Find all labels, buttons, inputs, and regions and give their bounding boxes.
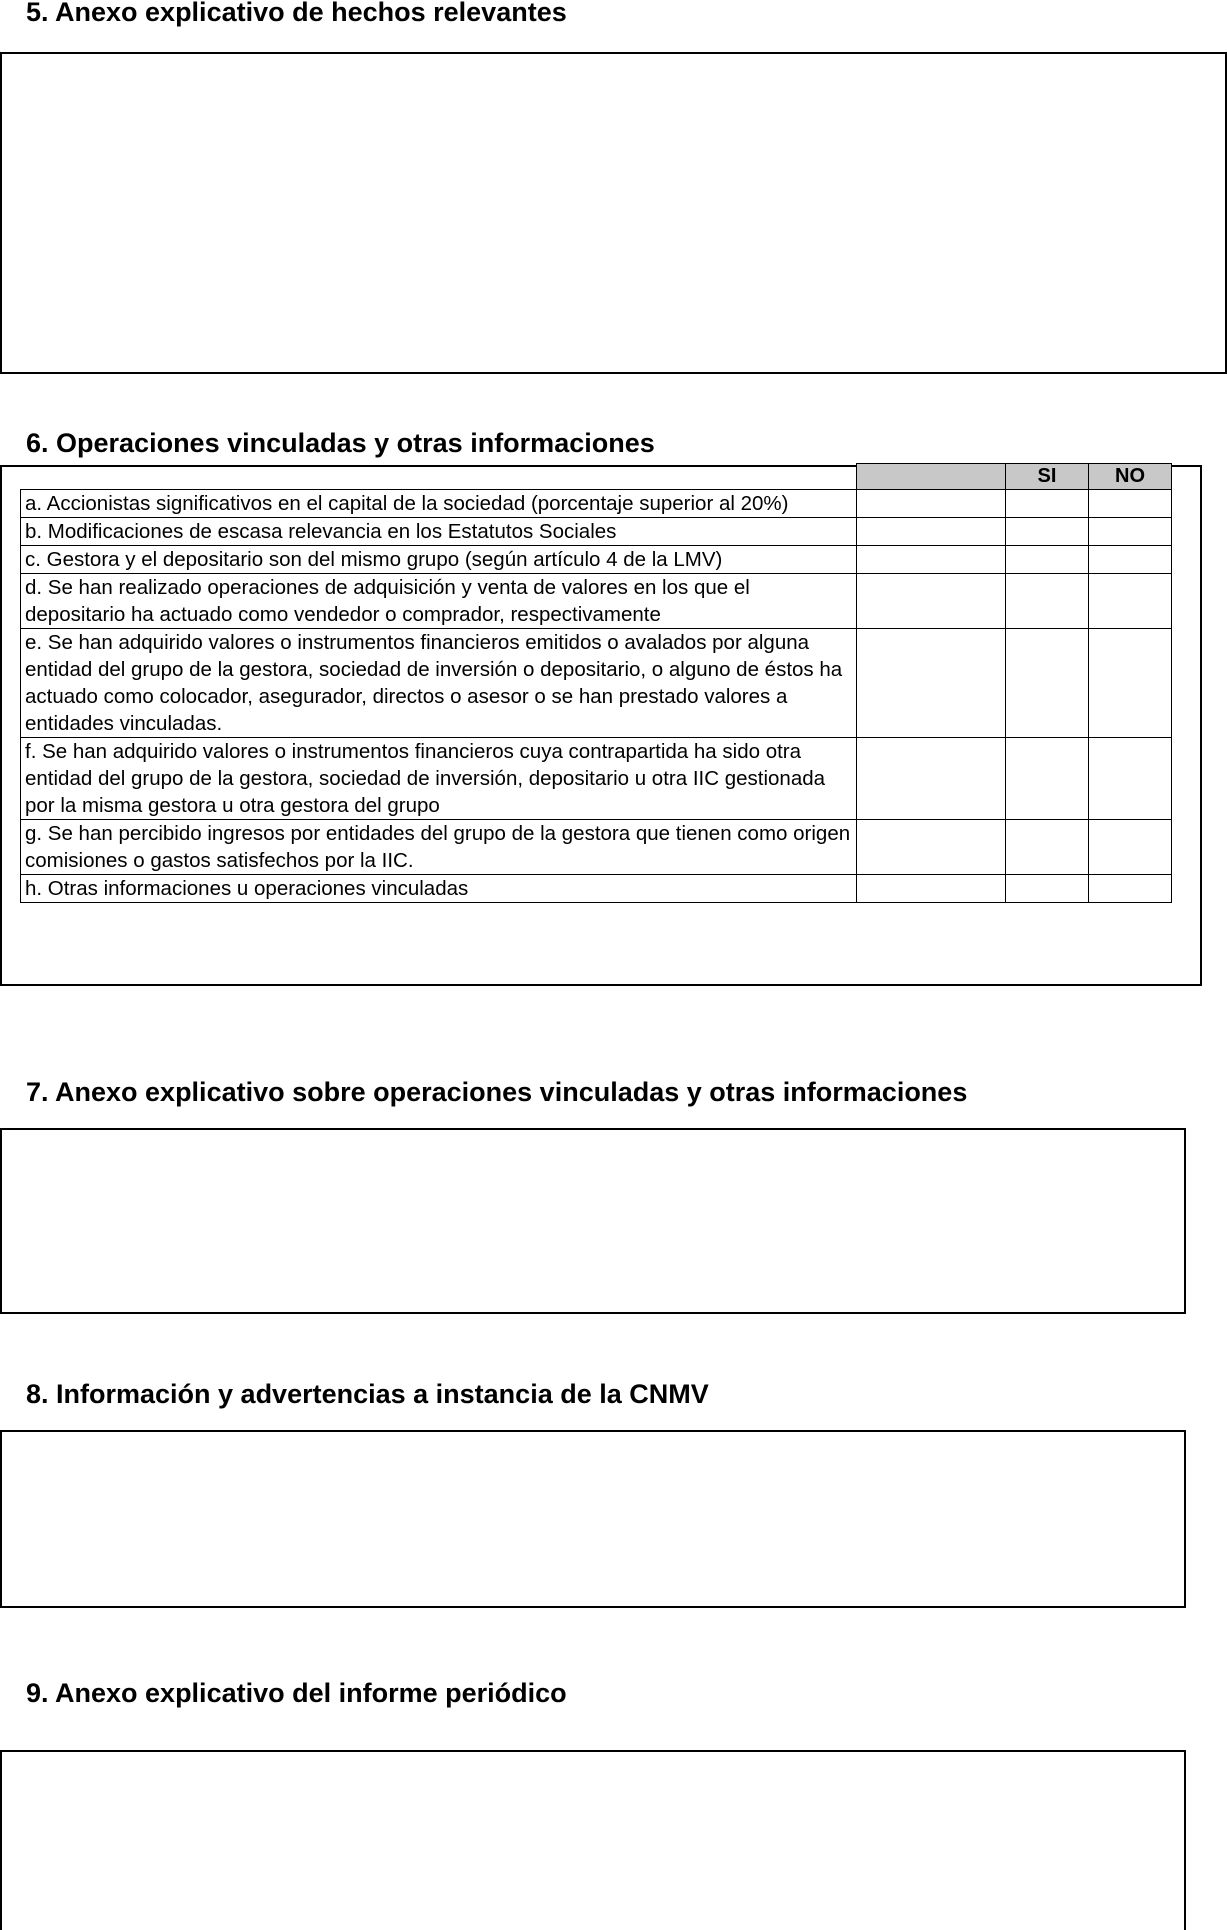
row-c-label: c. Gestora y el depositario son del mismo grupo (según artículo 4 de la LMV) <box>21 546 857 574</box>
row-b-si-cell[interactable] <box>1006 518 1089 546</box>
operations-table <box>20 463 1172 903</box>
table-row <box>21 738 1172 820</box>
section-9-title: 9. Anexo explicativo del informe periódico <box>26 1678 567 1708</box>
row-g-label: g. Se han percibido ingresos por entidades del grupo de la gestora que tienen como origen comisiones o gastos satisfechos por la IIC. <box>21 820 857 875</box>
row-e-no-cell[interactable] <box>1089 629 1172 738</box>
row-f-label: f. Se han adquirido valores o instrumentos financieros cuya contrapartida ha sido otra entidad del grupo de la gestora, sociedad de inversión, depositario u otra IIC gestionada por la misma gestora u otra gestora del grupo <box>21 738 857 820</box>
header-no: NO <box>1089 464 1172 490</box>
row-h-si-cell[interactable] <box>1006 875 1089 903</box>
table-row <box>21 490 1172 518</box>
row-h-label: h. Otras informaciones u operaciones vinculadas <box>21 875 857 903</box>
row-e-blank <box>857 629 1006 738</box>
section-5-title: 5. Anexo explicativo de hechos relevantes <box>26 0 567 27</box>
row-f-no-cell[interactable] <box>1089 738 1172 820</box>
table-header-row <box>21 464 1172 490</box>
table-row <box>21 574 1172 629</box>
section-7-title: 7. Anexo explicativo sobre operaciones vinculadas y otras informaciones <box>26 1077 968 1107</box>
row-a-blank <box>857 490 1006 518</box>
row-e-label: e. Se han adquirido valores o instrumentos financieros emitidos o avalados por alguna entidad del grupo de la gestora, sociedad de inversión o depositario, o alguno de éstos ha actuado como colocador, asegurador, directos o asesor o se han prestado valores a entidades vinculadas. <box>21 629 857 738</box>
row-e-si-cell[interactable] <box>1006 629 1089 738</box>
row-f-si-cell[interactable] <box>1006 738 1089 820</box>
section-9-textbox[interactable] <box>0 1750 1186 1930</box>
section-5-textbox[interactable] <box>0 52 1227 374</box>
row-b-no-cell[interactable] <box>1089 518 1172 546</box>
row-f-blank <box>857 738 1006 820</box>
header-si: SI <box>1006 464 1089 490</box>
table-row <box>21 518 1172 546</box>
row-d-label: d. Se han realizado operaciones de adquisición y venta de valores en los que el depositario ha actuado como vendedor o comprador, respectivamente <box>21 574 857 629</box>
table-row <box>21 629 1172 738</box>
table-row <box>21 875 1172 903</box>
row-d-si-cell[interactable] <box>1006 574 1089 629</box>
row-g-blank <box>857 820 1006 875</box>
row-h-no-cell[interactable] <box>1089 875 1172 903</box>
row-c-blank <box>857 546 1006 574</box>
row-h-blank <box>857 875 1006 903</box>
section-6-title: 6. Operaciones vinculadas y otras informaciones <box>26 428 655 458</box>
row-d-blank <box>857 574 1006 629</box>
row-g-no-cell[interactable] <box>1089 820 1172 875</box>
row-b-blank <box>857 518 1006 546</box>
row-c-no-cell[interactable] <box>1089 546 1172 574</box>
header-blank-cell <box>857 464 1006 490</box>
section-8-title: 8. Información y advertencias a instancia de la CNMV <box>26 1379 709 1409</box>
row-g-si-cell[interactable] <box>1006 820 1089 875</box>
row-d-no-cell[interactable] <box>1089 574 1172 629</box>
row-b-label: b. Modificaciones de escasa relevancia en los Estatutos Sociales <box>21 518 857 546</box>
section-7-textbox[interactable] <box>0 1128 1186 1314</box>
table-row <box>21 546 1172 574</box>
row-c-si-cell[interactable] <box>1006 546 1089 574</box>
row-a-label: a. Accionistas significativos en el capital de la sociedad (porcentaje superior al 20%) <box>21 490 857 518</box>
section-8-textbox[interactable] <box>0 1430 1186 1608</box>
row-a-no-cell[interactable] <box>1089 490 1172 518</box>
row-a-si-cell[interactable] <box>1006 490 1089 518</box>
table-row <box>21 820 1172 875</box>
